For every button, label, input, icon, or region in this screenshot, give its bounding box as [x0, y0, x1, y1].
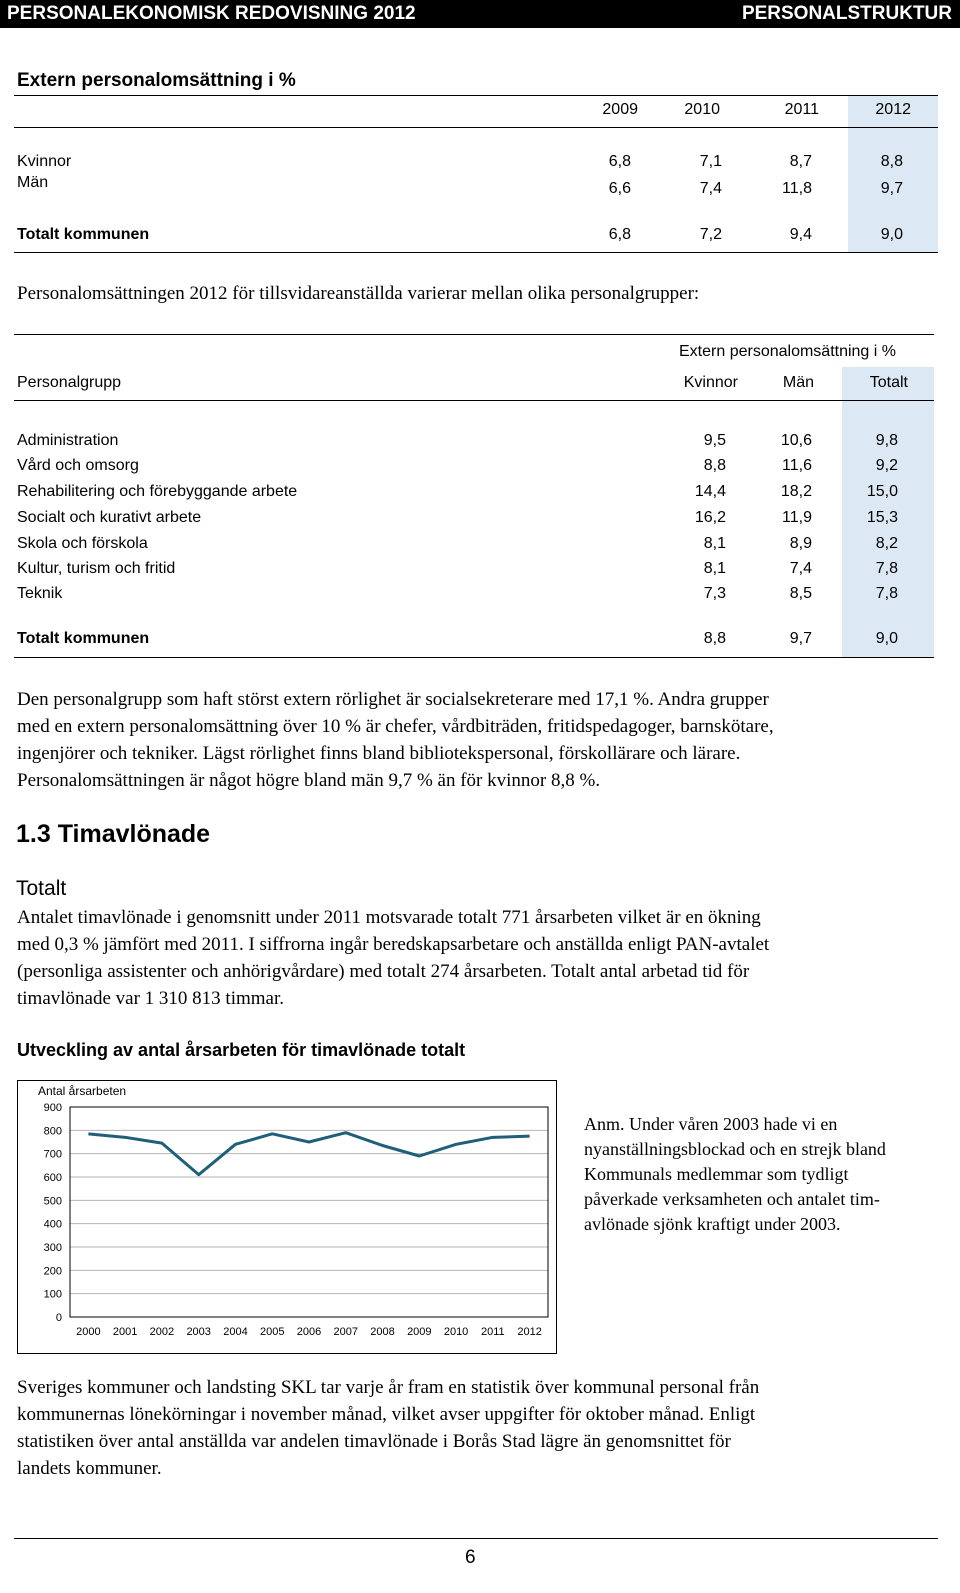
cell-value: 9,4: [789, 226, 812, 243]
cell-value: 8,8: [880, 153, 903, 170]
cell-value: 18,2: [780, 483, 812, 500]
chart-note: [584, 1112, 886, 1237]
cell-value: 11,6: [782, 457, 812, 474]
paragraph-line: kommunernas lönekörningar i november månad, vilket avser uppgifter för oktober månad. Enligt: [17, 1404, 756, 1425]
cell-value: 6,8: [608, 153, 631, 170]
y-tick-label: 900: [43, 1102, 62, 1114]
turnover-header-rule: [14, 127, 938, 128]
group-header-rule: [14, 400, 934, 401]
turnover-bottom-rule: [14, 252, 938, 253]
cell-value: 8,8: [703, 630, 726, 647]
cell-value: 14,4: [694, 483, 726, 500]
x-tick-label: 2003: [186, 1326, 211, 1338]
cell-value: 9,2: [875, 457, 898, 474]
x-tick-label: 2005: [259, 1326, 285, 1338]
x-tick-label: 2011: [481, 1326, 505, 1338]
cell-value: 8,7: [789, 153, 812, 170]
group-super-header: Extern personalomsättning i %: [679, 343, 896, 360]
cell-value: 9,7: [789, 630, 812, 647]
year-header: 2009: [602, 101, 638, 118]
paragraph-line: med 0,3 % jämfört med 2011. I siffrorna ingår beredskapsarbetare och anställda enligt PAN-avtalet: [17, 934, 770, 955]
year-header: 2010: [684, 101, 720, 118]
cell-value: 10,6: [780, 432, 812, 449]
x-tick-label: 2000: [76, 1326, 101, 1338]
x-tick-label: 2012: [517, 1326, 542, 1338]
x-tick-label: 2004: [223, 1326, 248, 1338]
paragraph-line: Sveriges kommuner och landsting SKL tar varje år fram en statistik över kommunal personal från: [17, 1377, 760, 1398]
row-label: Vård och omsorg: [17, 457, 139, 474]
page-header: [0, 0, 960, 28]
paragraph-line: landets kommuner.: [17, 1458, 162, 1479]
column-header: Män: [782, 374, 814, 391]
cell-value: 7,3: [703, 585, 726, 602]
paragraph-hourly-total: [17, 904, 769, 1012]
cell-value: 6,8: [608, 226, 631, 243]
cell-value: 8,9: [789, 535, 812, 552]
y-tick-label: 400: [43, 1218, 62, 1231]
paragraph-line: Antalet timavlönade i genomsnitt under 2011 motsvarade totalt 771 årsarbeten vilket är en ökning: [17, 907, 761, 928]
column-header: Totalt: [869, 374, 908, 391]
line-chart: [18, 1081, 556, 1353]
row-label: Män: [17, 174, 49, 191]
x-tick-label: 2007: [333, 1326, 359, 1338]
cell-value: 7,1: [699, 153, 722, 170]
cell-value: 7,4: [789, 560, 812, 577]
cell-value: 15,3: [866, 509, 898, 526]
y-tick-label: 800: [43, 1125, 62, 1138]
year-header: 2011: [784, 101, 819, 118]
cell-value: 7,2: [699, 226, 722, 243]
cell-value: 15,0: [866, 483, 898, 500]
cell-value: 8,2: [875, 535, 898, 552]
x-tick-label: 2008: [370, 1326, 395, 1338]
row-label: Rehabilitering och förebyggande arbete: [17, 483, 298, 500]
column-header: Kvinnor: [683, 374, 738, 391]
y-axis-label: Antal årsarbeten: [38, 1084, 127, 1098]
chart-frame: [17, 1080, 557, 1354]
row-label: Kultur, turism och fritid: [17, 560, 176, 577]
note-line: Anm. Under våren 2003 hade vi en: [584, 1114, 838, 1134]
year-header: 2012: [875, 101, 911, 118]
subheading: Totalt: [16, 877, 67, 900]
y-tick-label: 700: [43, 1148, 62, 1161]
paragraph-line: med en extern personalomsättning över 10 % är chefer, vårdbiträden, fritidspedagoger, barnskötare,: [17, 716, 774, 737]
row-label: Kvinnor: [17, 153, 72, 170]
cell-value: 8,1: [703, 560, 726, 577]
cell-value: 7,8: [875, 560, 898, 577]
row-label: Socialt och kurativt arbete: [17, 509, 202, 526]
cell-value: 8,8: [703, 457, 726, 474]
x-tick-label: 2010: [443, 1326, 469, 1338]
cell-value: 16,2: [694, 509, 726, 526]
paragraph-skl-statistics: [17, 1374, 759, 1482]
turnover-table-title: Extern personalomsättning i %: [17, 70, 296, 91]
page-number: 6: [465, 1547, 476, 1568]
note-line: nyanställningsblockad och en strejk bland: [584, 1139, 886, 1159]
cell-value: 11,9: [782, 509, 812, 526]
note-line: påverkade verksamheten och antalet tim-: [584, 1189, 880, 1209]
turnover-top-rule: [14, 95, 938, 96]
total-label: Totalt kommunen: [17, 226, 150, 243]
cell-value: 11,8: [782, 180, 812, 197]
cell-value: 9,7: [880, 180, 903, 197]
chart-title: Utveckling av antal årsarbeten för timavlönade totalt: [17, 1040, 466, 1060]
paragraph-line: ingenjörer och tekniker. Lägst rörlighet finns bland bibliotekspersonal, förskollärare och lärare.: [17, 743, 741, 764]
cell-value: 9,5: [703, 432, 726, 449]
y-tick-label: 0: [55, 1312, 62, 1324]
x-tick-label: 2001: [112, 1326, 138, 1338]
note-line: Kommunals medlemmar som tydligt: [584, 1164, 849, 1184]
row-label: Administration: [17, 432, 119, 449]
cell-value: 8,1: [703, 535, 726, 552]
paragraph-line: Den personalgrupp som haft störst extern rörlighet är socialsekreterare med 17,1 %. Andra grupper: [17, 689, 769, 710]
cell-value: 6,6: [608, 180, 631, 197]
y-tick-label: 300: [43, 1242, 62, 1254]
note-line: avlönade sjönk kraftigt under 2003.: [584, 1214, 841, 1234]
cell-value: 7,8: [875, 585, 898, 602]
header-left-title: PERSONALEKONOMISK REDOVISNING 2012: [7, 3, 416, 24]
intro-sentence: Personalomsättningen 2012 för tillsvidareanställda varierar mellan olika personalgrupper:: [17, 283, 700, 304]
paragraph-line: Personalomsättningen är något högre bland män 9,7 % än för kvinnor 8,8 %.: [17, 770, 601, 791]
row-label: Skola och förskola: [17, 535, 148, 552]
footer-rule: [14, 1538, 938, 1539]
paragraph-line: statistiken över antal anställda var andelen timavlönade i Borås Stad lägre än genomsnittet för: [17, 1431, 731, 1452]
total-label: Totalt kommunen: [17, 630, 150, 647]
paragraph-line: (personliga assistenter och anhörigvårdare) med totalt 274 årsarbeten. Totalt antal arbetad tid för: [17, 961, 750, 982]
header-right-title: PERSONALSTRUKTUR: [741, 3, 952, 24]
cell-value: 9,8: [875, 432, 898, 449]
y-tick-label: 100: [43, 1288, 62, 1301]
y-tick-label: 500: [43, 1195, 62, 1208]
group-top-rule: [14, 334, 934, 335]
cell-value: 7,4: [699, 180, 722, 197]
x-tick-label: 2002: [149, 1326, 175, 1338]
x-tick-label: 2009: [407, 1326, 432, 1338]
column-header: Personalgrupp: [17, 374, 122, 391]
y-tick-label: 200: [43, 1265, 62, 1278]
section-heading: 1.3 Timavlönade: [16, 820, 211, 848]
group-bottom-rule: [14, 657, 934, 658]
paragraph-turnover-comment: [17, 686, 774, 794]
paragraph-line: timavlönade var 1 310 813 timmar.: [17, 988, 285, 1009]
row-label: Teknik: [17, 585, 63, 602]
cell-value: 9,0: [875, 630, 898, 647]
cell-value: 8,5: [789, 585, 812, 602]
cell-value: 9,0: [880, 226, 903, 243]
y-tick-label: 600: [43, 1172, 62, 1184]
x-tick-label: 2006: [296, 1326, 322, 1338]
